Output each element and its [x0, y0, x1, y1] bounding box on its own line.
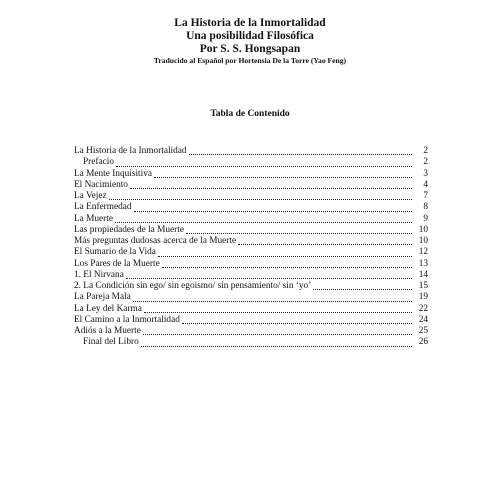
toc-entry-title: 2. La Condición sin ego/ sin egoismo/ sin pensamiento/ sin ‘yo’ [74, 281, 312, 291]
toc-entry[interactable] [74, 326, 428, 337]
document-subtitle: Una posibilidad Filosófica [186, 30, 314, 42]
toc-entry-page: 2 [423, 157, 428, 168]
toc-entry[interactable] [74, 180, 428, 191]
toc-dot-leader [238, 244, 412, 245]
document-author: Por S. S. Hongsapan [199, 43, 301, 55]
toc-entry[interactable] [74, 225, 428, 236]
toc-entry-page: 3 [423, 168, 428, 179]
toc-entry-page: 12 [418, 247, 428, 258]
table-of-contents [74, 146, 428, 349]
toc-dot-leader [189, 154, 412, 155]
toc-dot-leader [109, 199, 412, 200]
toc-entry-title: Los Pares de la Muerte [74, 258, 160, 269]
toc-entry-title: La Muerte [74, 213, 113, 224]
toc-dot-leader [126, 278, 412, 279]
toc-entry-page: 10 [418, 236, 428, 246]
toc-entry[interactable] [74, 214, 428, 225]
toc-entry[interactable] [74, 146, 428, 157]
toc-entry-title: La Pareja Mala [74, 292, 131, 303]
toc-entry-title: La Historia de la Inmortalidad [74, 146, 187, 156]
toc-entry[interactable] [74, 315, 428, 326]
toc-dot-leader [134, 211, 412, 212]
toc-dot-leader [154, 177, 412, 178]
toc-entry-title: El Sumario de la Vida [74, 247, 156, 258]
toc-entry-title: Final del Libro [83, 337, 139, 348]
toc-entry-page: 19 [418, 292, 428, 303]
toc-dot-leader [133, 301, 412, 302]
toc-entry[interactable] [74, 191, 428, 202]
toc-entry-page: 2 [423, 146, 428, 156]
toc-entry[interactable] [74, 337, 428, 348]
toc-dot-leader [313, 289, 412, 290]
toc-dot-leader [130, 188, 412, 189]
toc-entry-title: Prefacio [83, 157, 114, 168]
toc-entry[interactable] [74, 236, 428, 247]
toc-entry-page: 14 [418, 269, 428, 280]
toc-dot-leader [143, 334, 412, 335]
toc-entry-title: La Vejez [74, 191, 107, 201]
toc-dot-leader [162, 267, 412, 268]
toc-heading: Tabla de Contenido [210, 109, 290, 119]
toc-entry-page: 4 [423, 179, 428, 190]
toc-entry-page: 7 [423, 191, 428, 201]
toc-entry[interactable] [74, 157, 428, 168]
toc-entry-title: La Enfermedad [74, 202, 132, 213]
toc-entry[interactable] [74, 247, 428, 258]
toc-dot-leader [158, 256, 412, 257]
toc-entry-title: La Mente Inquisitiva [74, 168, 152, 179]
toc-dot-leader [141, 346, 412, 347]
toc-entry[interactable] [74, 202, 428, 213]
document-translator: Traducido al Español por Hortensia De la Torre (Yao Feng) [153, 56, 347, 65]
toc-entry-title: Las propiedades de la Muerte [74, 224, 184, 235]
toc-entry[interactable] [74, 281, 428, 292]
toc-dot-leader [144, 312, 412, 313]
toc-entry-title: Más preguntas dudosas acerca de la Muerte [74, 236, 237, 246]
toc-entry-page: 13 [418, 258, 428, 269]
toc-entry-title: El Camino a la Inmortalidad [74, 314, 180, 325]
toc-entry-page: 15 [418, 281, 428, 291]
toc-entry-title: 1. El Nirvana [74, 269, 124, 280]
toc-dot-leader [116, 166, 412, 167]
toc-entry-title: La Ley del Karma [74, 303, 142, 314]
toc-entry-title: El Nacimiento [74, 179, 128, 190]
toc-entry-page: 25 [418, 326, 428, 336]
toc-entry[interactable] [74, 259, 428, 270]
toc-entry-title: Adiós a la Muerte [74, 326, 141, 336]
toc-entry-page: 26 [418, 337, 428, 348]
toc-entry-page: 10 [418, 224, 428, 235]
toc-entry[interactable] [74, 304, 428, 315]
document-header [0, 17, 500, 66]
toc-entry[interactable] [74, 292, 428, 303]
toc-entry-page: 9 [423, 213, 428, 224]
document-title: La Historia de la Inmortalidad [174, 17, 326, 29]
toc-entry[interactable] [74, 270, 428, 281]
toc-entry-page: 8 [423, 202, 428, 213]
toc-dot-leader [115, 222, 412, 223]
toc-entry[interactable] [74, 169, 428, 180]
toc-dot-leader [182, 323, 412, 324]
toc-entry-page: 24 [418, 314, 428, 325]
toc-entry-page: 22 [418, 303, 428, 314]
toc-dot-leader [186, 233, 412, 234]
